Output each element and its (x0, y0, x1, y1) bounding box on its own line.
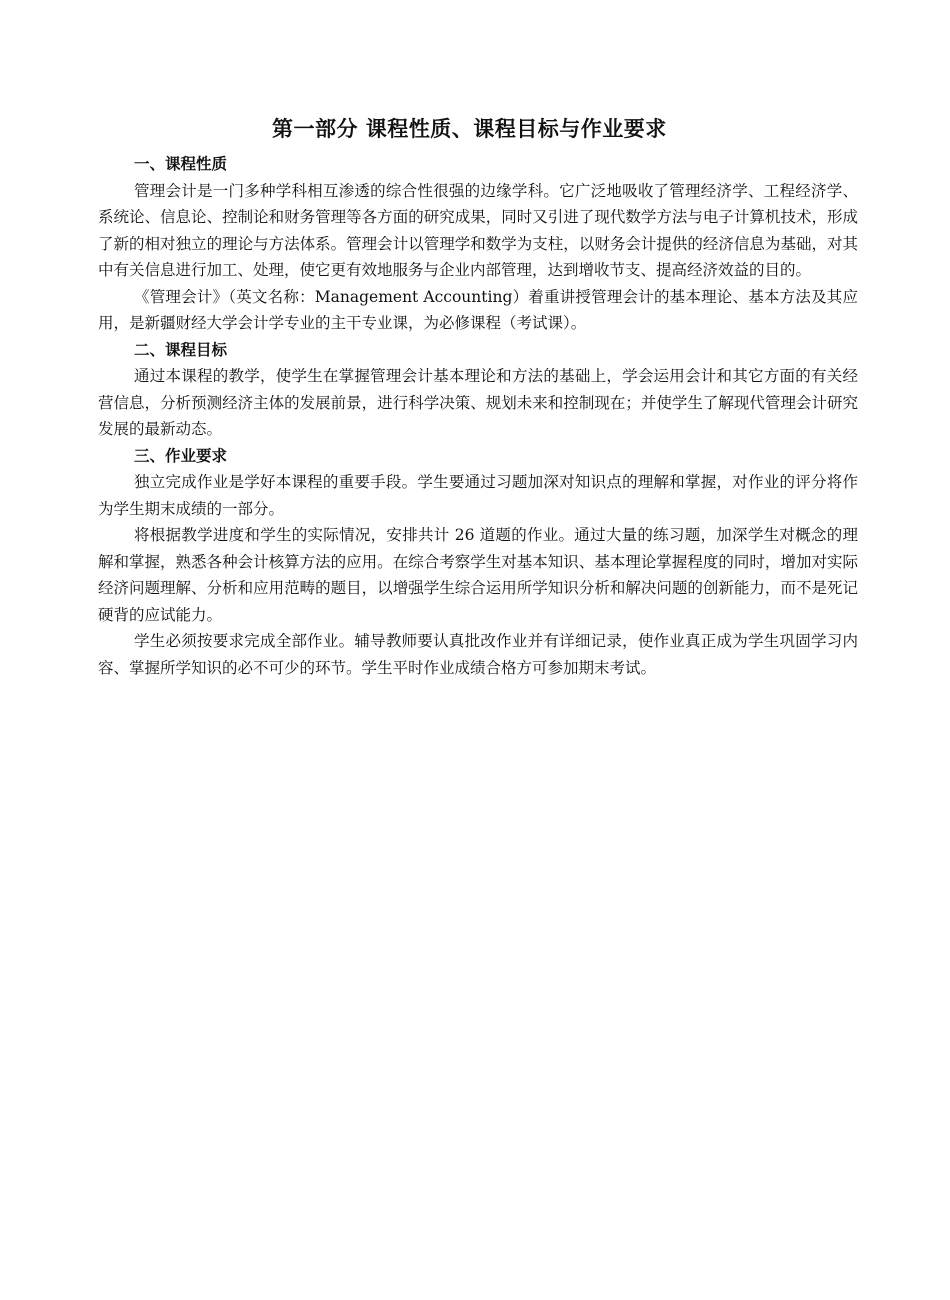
paragraph: 将根据教学进度和学生的实际情况，安排共计 26 道题的作业。通过大量的练习题，加深学生对概念的理解和掌握，熟悉各种会计核算方法的应用。在综合考察学生对基本知识、基本理论掌握程度的同时，增加对实际经济问题理解、分析和应用范畴的题目，以增强学生综合运用所学知识分析和解决问题的创新能力，而不是死记硬背的应试能力。 (98, 526, 858, 624)
section-heading: 三、作业要求 (134, 446, 228, 465)
paragraph: 学生必须按要求完成全部作业。辅导教师要认真批改作业并有详细记录，使作业真正成为学生巩固学习内容、掌握所学知识的必不可少的环节。学生平时作业成绩合格方可参加期末考试。 (98, 632, 858, 677)
section-heading: 二、课程目标 (134, 340, 228, 359)
paragraph: 《管理会计》（英文名称：Management Accounting）着重讲授管理会计的基本理论、基本方法及其应用，是新疆财经大学会计学专业的主干专业课，为必修课程（考试课）。 (98, 287, 858, 332)
document-page (98, 112, 858, 681)
section-heading: 一、课程性质 (134, 155, 228, 173)
paragraph: 管理会计是一门多种学科相互渗透的综合性很强的边缘学科。它广泛地吸收了管理经济学、工程经济学、系统论、信息论、控制论和财务管理等各方面的研究成果，同时又引进了现代数学方法与电子计算机技术，形成了新的相对独立的理论与方法体系。管理会计以管理学和数学为支柱，以财务会计提供的经济信息为基础，对其中有关信息进行加工、处理，使它更有效地服务与企业内部管理，达到增收节支、提高经济效益的目的。 (98, 181, 858, 279)
section-homework-requirements (98, 443, 858, 682)
section-course-nature (98, 151, 858, 337)
paragraph: 独立完成作业是学好本课程的重要手段。学生要通过习题加深对知识点的理解和掌握，对作业的评分将作为学生期末成绩的一部分。 (98, 473, 858, 518)
page-title: 第一部分 课程性质、课程目标与作业要求 (272, 117, 667, 141)
paragraph: 通过本课程的教学，使学生在掌握管理会计基本理论和方法的基础上，学会运用会计和其它方面的有关经营信息，分析预测经济主体的发展前景，进行科学决策、规划未来和控制现在；并使学生了解现代管理会计研究发展的最新动态。 (98, 367, 858, 438)
section-course-objectives (98, 337, 858, 443)
